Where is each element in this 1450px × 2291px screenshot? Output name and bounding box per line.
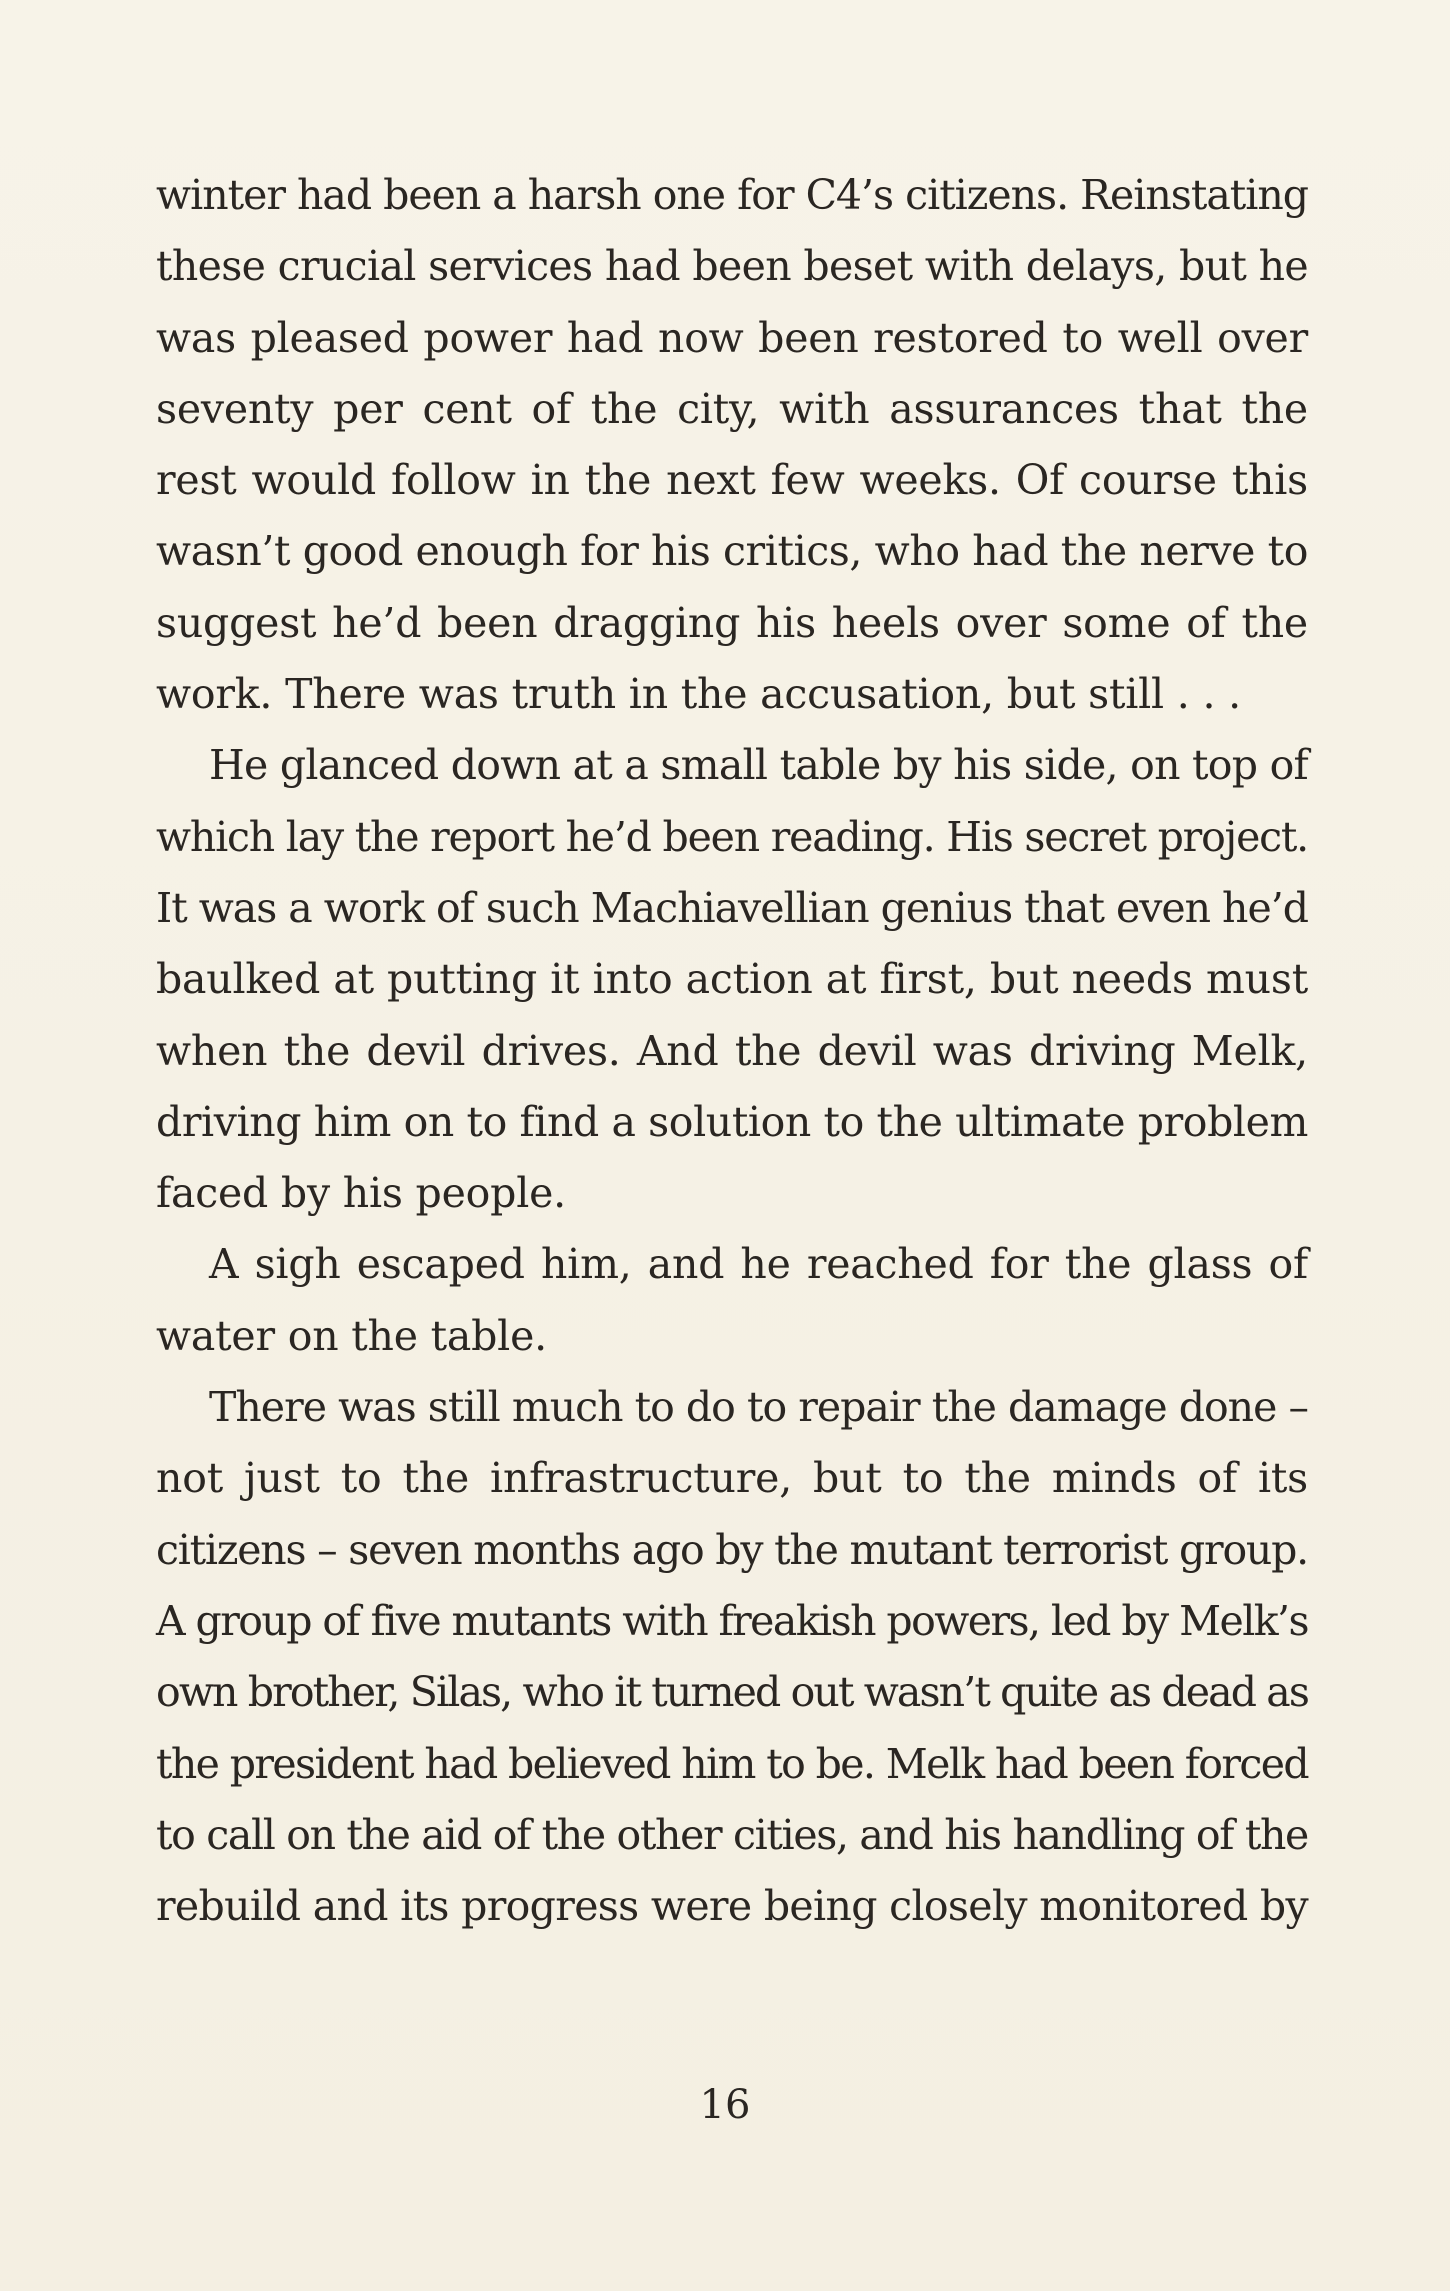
text-line: when the devil drives. And the devil was driving Melk, — [156, 1026, 1308, 1075]
text-line: not just to the infrastructure, but to the minds of its — [156, 1454, 1308, 1503]
text-line: driving him on to find a solution to the ultimate problem — [156, 1097, 1308, 1146]
text-line: which lay the report he’d been reading. His secret project. — [156, 812, 1308, 861]
text-line: It was a work of such Machiavellian genius that even he’d — [156, 883, 1308, 932]
body-text — [156, 160, 1308, 1942]
text-line: rest would follow in the next few weeks. Of course this — [156, 456, 1308, 505]
text-line: these crucial services had been beset with delays, but he — [156, 242, 1308, 291]
text-line: was pleased power had now been restored to well over — [156, 313, 1308, 362]
text-line: faced by his people. — [156, 1169, 567, 1218]
text-line: A group of five mutants with freakish powers, led by Melk’s — [156, 1596, 1308, 1645]
text-line: citizens – seven months ago by the mutant terrorist group. — [156, 1525, 1308, 1574]
paragraph-3 — [156, 1229, 1308, 1372]
text-line: seventy per cent of the city, with assurances that the — [156, 384, 1308, 433]
text-line: to call on the aid of the other cities, and his handling of the — [156, 1810, 1308, 1859]
text-line: water on the table. — [156, 1311, 547, 1360]
text-line: suggest he’d been dragging his heels over some of the — [156, 598, 1308, 647]
text-line: baulked at putting it into action at first, but needs must — [156, 955, 1308, 1004]
text-line: winter had been a harsh one for C4’s citizens. Reinstating — [156, 171, 1308, 219]
paragraph-4 — [156, 1372, 1308, 1942]
text-line: There was still much to do to repair the damage done – — [209, 1383, 1308, 1432]
text-line: He glanced down at a small table by his side, on top of — [209, 741, 1308, 790]
text-line: own brother, Silas, who it turned out wasn’t quite as dead as — [156, 1668, 1308, 1717]
text-line: wasn’t good enough for his critics, who had the nerve to — [156, 527, 1308, 576]
paragraph-2 — [156, 730, 1308, 1229]
text-line: work. There was truth in the accusation, but still . . . — [156, 670, 1241, 719]
text-line: A sigh escaped him, and he reached for the glass of — [209, 1240, 1308, 1289]
paragraph-1 — [156, 160, 1308, 730]
text-line: the president had believed him to be. Melk had been forced — [156, 1739, 1308, 1788]
page-number: 16 — [699, 2082, 751, 2128]
text-line: rebuild and its progress were being closely monitored by — [156, 1882, 1308, 1931]
